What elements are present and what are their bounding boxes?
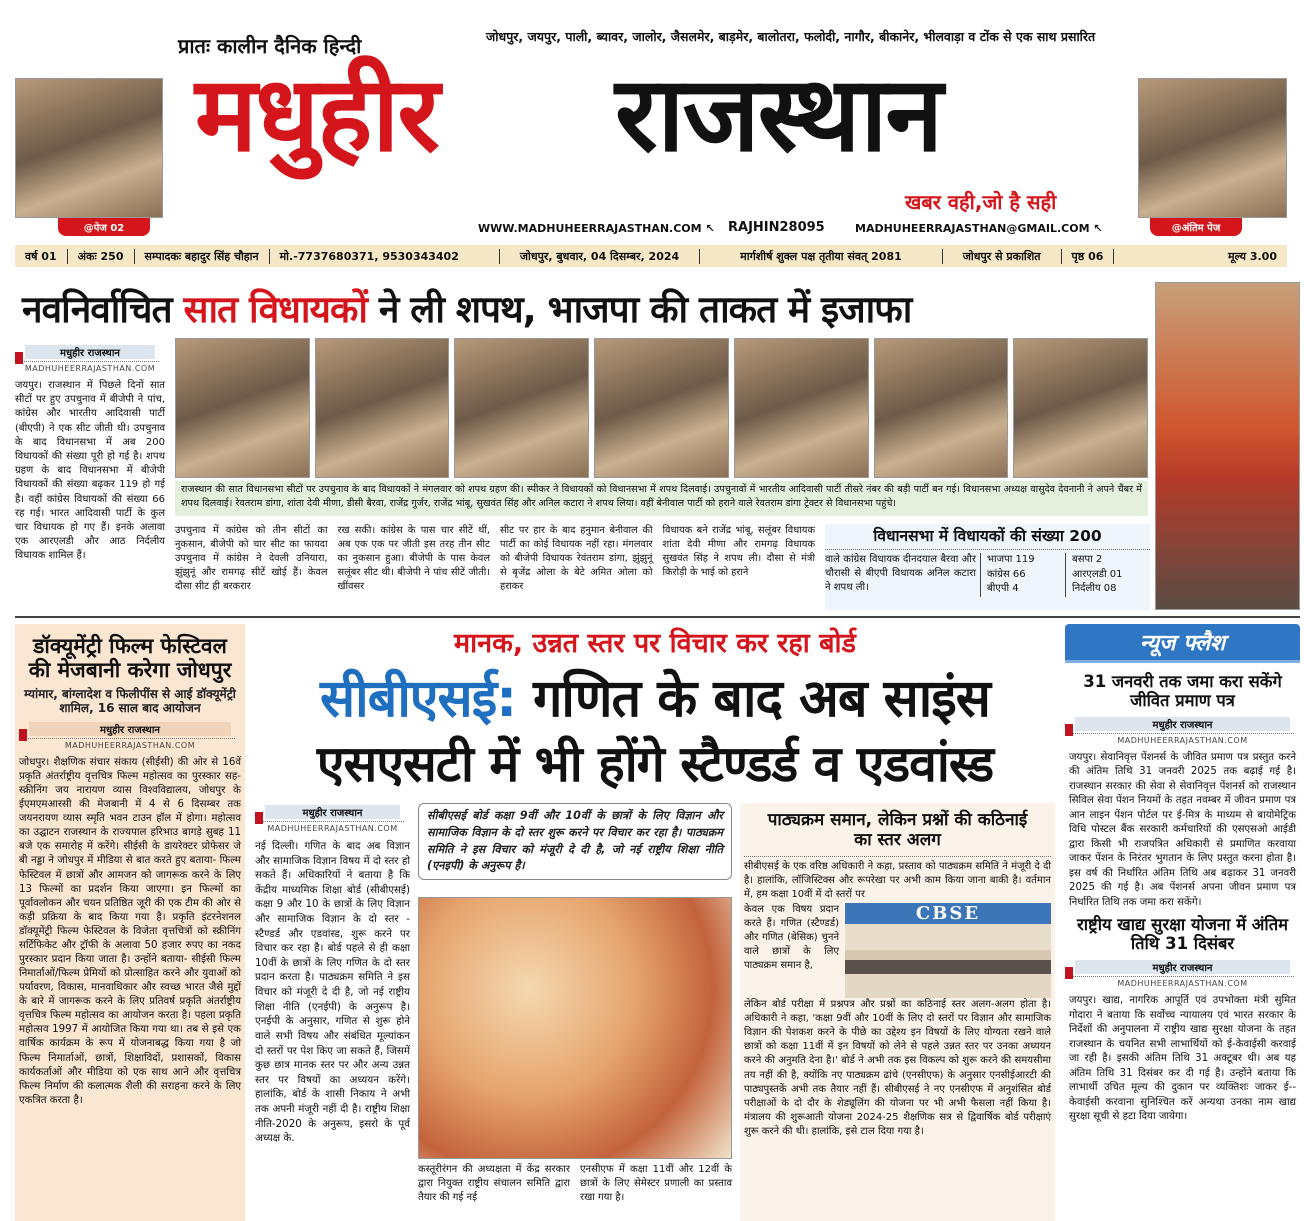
- cbse-body: सीबीएसई के एक वरिष्ठ अधिकारी ने कहा, प्रस्ताव को पाठ्यक्रम समिति ने मंजूरी दे दी है। हालांकि, लॉजिस्टिक्स और रूपरेखा पर अभी काम किया जाना बाकी है। वर्तमान में, हम कक्षा 10वीं में दो स्तरों पर: [744, 861, 1051, 901]
- oath-photo: [175, 338, 310, 478]
- students-illustration: [418, 897, 732, 1159]
- oath-photo: [315, 338, 450, 478]
- stat-bsp: बसपा 2: [1072, 554, 1103, 565]
- cbse-kicker: मानक, उन्नत स्तर पर विचार कर रहा बोर्ड: [454, 628, 856, 659]
- email-link[interactable]: MADHUHEERRAJASTHAN@GMAIL.COM ↖: [855, 222, 1103, 235]
- info-phone: मो.-7737680371, 9530343402: [270, 249, 500, 264]
- left-story-headline: डॉक्यूमेंट्री फिल्म फेस्टिवल की मेजबानी करेगा जोधपुर: [28, 634, 232, 683]
- cbse-headline-line2: एसएसटी में भी होंगे स्टैण्डर्ड व एडवांस्ड: [316, 735, 994, 793]
- oath-photo: [1013, 338, 1148, 478]
- news-flash-label: न्यूज फ्लैश: [1065, 624, 1300, 663]
- byline: मधुहीर राजस्थान: [1075, 960, 1290, 974]
- cbse-quote-box: सीबीएसई बोर्ड कक्षा 9वीं और 10वीं के छात्रों के लिए विज्ञान और सामाजिक विज्ञान के दो स्तर शुरू करने पर विचार कर रहा है। पाठ्यक्रम समिति ने इस विचार को मंजूरी दे दी है, जो नई राष्ट्रीय शिक्षा नीति (एनइपी) के अनुरूप है।: [418, 803, 732, 880]
- news-flash-column: [1065, 624, 1300, 1125]
- cbse-building-photo: [845, 903, 1051, 998]
- masthead-left-photo: [15, 78, 163, 218]
- byline: मधुहीर राजस्थान: [1075, 717, 1290, 731]
- flash-body-2: जयपुर। खाद्य, नागरिक आपूर्ति एवं उपभोक्ता मंत्री सुमित गोदारा ने बताया कि सर्वोच्च न्यायालय एवं भारत सरकार के निर्देशों की अनुपालना में राष्ट्रीय खाद्य सुरक्षा योजना के तहत राजस्थान के चयनित सभी लाभार्थियों को ई-केवाईसी करवाई जा रही है। इसकी अंतिम तिथि 31 अक्टूबर थी। अब यह अंतिम तिथि 31 दिसंबर कर दी गई है। उन्होंने बताया कि लाभार्थी उचित मूल्य की दुकान पर व्यक्तिशः जाकर ई--केवाईसी करवाना सुनिश्चित करें अन्यथा उनका नाम खाद्य सुरक्षा सूची से हटा दिया जायेगा।: [1069, 995, 1296, 1123]
- lead-column: उपचुनाव में कांग्रेस को तीन सीटों का नुकसान, बीजेपी को चार सीट का फायदा उपचुनाव में कांग्रेस ने देवली उनियारा, झुंझुनूं और रामगढ़ सीटें खोई हैं। केवल दौसा सीट ही बरकरार: [175, 525, 328, 592]
- stat-rld: आरएलडी 01: [1072, 568, 1123, 580]
- lead-headline: [22, 282, 911, 333]
- masthead-tagline: प्रातः कालीन दैनिक हिन्दी: [178, 34, 362, 58]
- lead-intro-column: [15, 345, 165, 563]
- left-story-subhead: म्यांमार, बांग्लादेश व फिलीपींस से आई डॉक्यूमेंट्री शामिल, 16 साल बाद आयोजन: [24, 687, 236, 716]
- email-text: MADHUHEERRAJASTHAN@GMAIL.COM: [855, 222, 1090, 235]
- flash-headline-1: 31 जनवरी तक जमा करा सकेंगे जीवित प्रमाण पत्र: [1083, 672, 1282, 710]
- stats-col: [1065, 553, 1150, 597]
- editions-line: जोधपुर, जयपुर, पाली, ब्यावर, जालोर, जैसलमेर, बाड़मेर, बालोतरा, फलोदी, नागौर, बीकानेर, भीलवाड़ा व टोंक से एक साथ प्रसारित: [486, 29, 1096, 44]
- headline-part: नवनिर्वाचित: [22, 288, 184, 331]
- info-bar: [15, 245, 1287, 267]
- oath-photo: [454, 338, 589, 478]
- photo-caption: राजस्थान की सात विधानसभा सीटों पर उपचुनाव के बाद विधायकों ने मंगलवार को शपथ ग्रहण की। स्पीकर ने विधायकों को विधानसभा में शपथ दिलवाई। उपचुनावों में भारतीय आदिवासी पार्टी तीसरे नंबर की बड़ी पार्टी बन गई। विधानसभा अध्यक्ष वासुदेव देवनानी ने अपने चैंबर में शपथ दिलवाई। रेवतराम डांगा, शांता देवी मीणा, डीसी बैरवा, राजेंद्र गुर्जर, राजेंद्र भांबू, सुखवंत सिंह और अनिल कटारा ने शपथ लिया। वहीं बेनीवाल पार्टी को हराने वाले रेवतराम डांगा ट्रेक्टर से विधानसभा पहुंचे।: [175, 481, 1148, 516]
- lead-column: विधायक बने राजेंद्र भांबू, सलूंबर विधायक शांता देवी मीणा और रामगढ़ विधायक सुखवंत सिंह ने शपथ ली। दौसा से मंत्री किरोड़ी के भाई को हराने: [662, 525, 815, 578]
- lead-columns: [175, 524, 815, 594]
- cbse-body: नई दिल्ली। गणित के बाद अब विज्ञान और सामाजिक विज्ञान विषय में दो स्तर हो सकते हैं। अधिकारियों ने बताया है कि केंद्रीय माध्यमिक शिक्षा बोर्ड (सीबीएसई) कक्षा 9 और 10 के छात्रों के लिए विज्ञान और सामाजिक विज्ञान के दो स्तर - स्टैण्डर्ड और एडवांस्ड, शुरू करने पर विचार कर रहा है। बोर्ड पहले से ही कक्षा 10वीं के छात्रों के लिए गणित के दो स्तर प्रदान करता है। पाठ्यक्रम समिति ने इस विचार को मंजूरी दे दी है, जो नई राष्ट्रीय शिक्षा नीति (एनईपी) के अनुरूप है। एनईपी के अनुसार, गणित से शुरू होने वाले सभी विषय और संबंधित मूल्यांकन दो स्तरों पर पेश किए जा सकते हैं, जिसमें कुछ छात्र मानक स्तर पर और अन्य उन्नत स्तर पर विषयों का अध्ययन करेंगे। हालांकि, बोर्ड के शासी निकाय ने अभी तक अपनी मंजूरी नहीं दी है। राष्ट्रीय शिक्षा नीति-2020 के अनुरूप, इसरो के पूर्व अध्यक्ष के.: [255, 840, 410, 1145]
- masthead-title-black: राजस्थान: [615, 53, 942, 175]
- flash-body-1: जयपुर। सेवानिवृत्त पेंशनर्स के जीवित प्रमाण पत्र प्रस्तुत करने की अंतिम तिथि 31 जनवरी 2025 तक बढ़ाई गई है। राजस्थान सरकार की सेवा से सेवानिवृत्त पेंशनर्स को राजस्थान सिविल सेवा पेंशन नियमों के तहत नवम्बर में जीवन प्रमाण पत्र आन लाइन पेंशन पोर्टल पर ई-मित्र के माध्यम से बायोमेट्रिक विधि पोस्टल बैंक सरकारी कर्मचारियों की एसएसओ आईडी द्वारा किसी भी राजपत्रित अधिकारी से प्रमाणित करवाया जाकर पेंशन के निरंतर भुगतान के लिए प्रस्तुत करना होता है। इस वर्ष की निर्धारित अंतिम तिथि अब बढ़ाकर 31 जनवरी 2025 की गई है। अब पेंशनर्स अपना जीवन प्रमाण पत्र निर्धारित तिथि तक जमा करा सकेंगे।: [1069, 751, 1296, 908]
- info-editor: सम्पादकः बहादुर सिंह चौहान: [135, 249, 270, 264]
- byline: मधुहीर राजस्थान: [29, 722, 231, 736]
- byline: मधुहीर राजस्थान: [265, 805, 400, 819]
- site-name: MADHUHEERRAJASTHAN.COM: [21, 361, 159, 373]
- lead-right-photo: [1155, 282, 1300, 610]
- site-name: MADHUHEERRAJASTHAN.COM: [1071, 976, 1294, 988]
- cbse-body: केवल एक विषय प्रदान करते हैं। गणित (स्टैण्डर्ड) और गणित (बेसिक) चुनने वाले छात्रों के लिए पाठ्यक्रम समान है,: [744, 903, 839, 972]
- oath-photo-row: [175, 338, 1148, 478]
- syllabus-box-title: पाठ्यक्रम समान, लेकिन प्रश्नों की कठिनाई का स्तर अलग: [744, 805, 1051, 857]
- cbse-body: कस्तूरीरंगन की अध्यक्षता में केंद्र सरकार द्वारा नियुक्त राष्ट्रीय संचालन समिति द्वारा तैयार की गई नई: [418, 1164, 570, 1204]
- stats-title: विधानसभा में विधायकों की संख्या 200: [825, 524, 1150, 550]
- masthead-title-red: मधुहीर: [195, 53, 438, 175]
- syllabus-box: [740, 803, 1055, 1221]
- lead-column: रख सकी। कांग्रेस के पास चार सीटें थीं, अब एक एक पर जीती इस तरह तीन सीट का नुकसान हुआ। बीजेपी के पास केवल सलूंबर सीट थी। बीजेपी ने पांच सीटें जीती। खींवसर: [337, 525, 490, 592]
- stat-congress: कांग्रेस 66: [987, 568, 1026, 580]
- reg-number: RAJHIN28095: [728, 220, 825, 235]
- stats-col: [980, 553, 1065, 597]
- cbse-headline: [255, 668, 1055, 730]
- stat-bap: बीएपी 4: [987, 583, 1019, 594]
- byline: मधुहीर राजस्थान: [25, 345, 155, 359]
- page-02-tag[interactable]: @पेज 02: [58, 218, 150, 236]
- masthead-right-photo: [1138, 78, 1287, 218]
- info-issue: अंकः 250: [68, 249, 135, 264]
- site-name: MADHUHEERRAJASTHAN.COM: [25, 738, 235, 750]
- cbse-column-1: [255, 805, 410, 1146]
- info-price: मूल्य 3.00: [1228, 249, 1277, 263]
- oath-photo: [734, 338, 869, 478]
- cbse-column-2: [418, 1163, 732, 1206]
- stat-independent: निर्दलीय 08: [1072, 583, 1117, 594]
- site-name: MADHUHEERRAJASTHAN.COM: [1071, 733, 1294, 745]
- info-page: पृष्ठ 06: [1062, 249, 1115, 264]
- headline-part: गणित के बाद अब साइंस: [516, 669, 990, 729]
- lead-column: सीट पर हार के बाद हनुमान बेनीवाल की पार्टी का कोई विधायक नहीं रहा। मंगलवार को बीजेपी विधायक रेवंतराम डांगा, झुंझुनूं से बृजेंद्र ओला के बेटे अमित ओला को हराकर: [500, 525, 653, 592]
- stats-box: [825, 524, 1150, 610]
- oath-photo: [594, 338, 729, 478]
- cbse-sign: CBSE: [915, 902, 981, 924]
- slogan: खबर वही,जो है सही: [905, 190, 1057, 214]
- website-text: WWW.MADHUHEERRAJASTHAN.COM: [478, 222, 702, 235]
- info-year: वर्ष 01: [15, 249, 68, 264]
- cbse-body: एनसीएफ में कक्षा 11वीं और 12वीं के छात्रों के लिए सेमेस्टर प्रणाली का प्रस्ताव रखा गया है।: [580, 1164, 732, 1204]
- site-name: MADHUHEERRAJASTHAN.COM: [261, 821, 404, 833]
- headline-part: ने ली शपथ, भाजपा की ताकत में इजाफा: [366, 288, 912, 331]
- last-page-tag[interactable]: @अंतिम पेज: [1150, 218, 1242, 236]
- info-date: जोधपुर, बुधवार, 04 दिसम्बर, 2024: [500, 249, 700, 264]
- left-story: [15, 624, 245, 1221]
- cbse-body: लेकिन बोर्ड परीक्षा में प्रश्नपत्र और प्रश्नों का कठिनाई स्तर अलग-अलग होता है। अधिकारी ने कहा, 'कक्षा 9वीं और 10वीं के लिए दो स्तरों पर विज्ञान और सामाजिक विज्ञान की पेशकश करने के पीछे का उद्देश्य इन विषयों के लिए योग्यता रखने वाले छात्रों को कक्षा 11वीं में इन विषयों को लेने से पहले उन्नत स्तर पर उनका अध्ययन करने की अनुमति देना है।' बोर्ड ने अभी तक इस विकल्प को शुरू करने की समयसीमा तय नहीं की है, क्योंकि नए पाठ्यक्रम ढांचे (एनसीएफ) के अनुसार एनसीईआरटी की पाठ्यपुस्तकें अभी तक तैयार नहीं हैं। सीबीएसई ने नए एनसीएफ में अनुशंसित बोर्ड परीक्षाओं के दो दौर के शेड्यूलिंग की योजना पर भी अभी फैसला नहीं किया है। मंत्रालय की शुरूआती योजना 2024-25 शैक्षणिक सत्र से द्विवार्षिक बोर्ड परीक्षाएं शुरू करने की थी। हालांकि, इसे टाल दिया गया है।: [744, 998, 1051, 1138]
- section-divider: [15, 616, 1300, 618]
- info-samvat: मार्गशीर्ष शुक्ल पक्ष तृतीया संवत् 2081: [700, 249, 943, 264]
- website-link[interactable]: WWW.MADHUHEERRAJASTHAN.COM ↖: [478, 222, 715, 235]
- stat-bjp: भाजपा 119: [987, 554, 1035, 565]
- headline-highlight: सीबीएसई:: [320, 669, 517, 729]
- flash-headline-2: राष्ट्रीय खाद्य सुरक्षा योजना में अंतिम तिथि 31 दिसंबर: [1077, 915, 1288, 954]
- stats-text: वाले कांग्रेस विधायक दीनदयाल बैरवा और चौरासी से बीएपी विधायक अनिल कटारा ने शपथ ली।: [825, 554, 976, 594]
- headline-highlight: सात विधायकों: [183, 288, 367, 331]
- oath-photo: [874, 338, 1009, 478]
- left-story-body: जोधपुर। शैक्षणिक संचार संकाय (सीईसी) की ओर से 16वें प्रकृति अंतर्राष्ट्रीय वृत्तचित्र फिल्म महोत्सव का पुरस्कार सह-स्क्रीनिंग जय नारायण व्यास विश्वविद्यालय, जोधपुर के ईएमएमआरसी की मेजबानी में 4 से 6 दिसम्बर तक जयनरायण व्यास स्मृति भवन टाउन हॉल में होगा। महोत्सव का उद्घाटन राजस्थान के राज्यपाल हरिभाउ बागड़े सुबह 11 बजे एक समारोह में करेंगे। सीईसी के डायरेक्टर प्रोफेसर जे बी नड्डा ने जोधपुर में मीडिया से बात करते हुए बताया- फिल्म फेस्टिवल में छात्रों और आमजन को जागरूक करने के लिए 13 फिल्मों का प्रदर्शन किया जाएगा। इन फिल्मों का पूर्वावलोकन और चयन प्रतिष्ठित जूरी की एक टीम की ओर से कड़ी प्रक्रिया के बाद किया गया है। प्रकृति इंटरनेशनल डॉक्यूमेंट्री फिल्म फेस्टिवल के विजेता वृत्तचित्रों को स्क्रीनिंग सर्टिफिकेट और ट्रॉफी के अलावा 50 हजार रुपए का नकद पुरस्कार प्रदान किया जाता है। उन्होंने बताया- सीईसी फिल्म निमार्ताओं/फिल्म प्रेमियों को प्रोत्साहित करने और युवाओं को पर्यावरण, विकास, मानवाधिकार और स्वच्छ भारत जैसे मुद्दों के बारे में जागरूक करने के लिए प्रतिवर्ष प्रकृति अंतर्राष्ट्रीय वृत्तचित्र फिल्म महोत्सव का आयोजन करता है। पहला प्रकृति महोत्सव 1997 में आयोजित किया गया था। तब से इसे एक वार्षिक कार्यक्रम के रूप में योजनाबद्ध किया गया है जो फिल्म निमार्ताओं, छात्रों, शिक्षाविदों, प्रशासकों, विकास कार्यकर्ताओं और मीडिया को एक साथ आने और वृत्तचित्र फिल्म निर्माण की कलात्मक शैली की सराहना करने के लिए एकत्रित करता है।: [19, 756, 241, 1106]
- info-published: जोधपुर से प्रकाशित: [943, 249, 1062, 264]
- lead-intro: जयपुर। राजस्थान में पिछले दिनों सात सीटों पर हुए उपचुनाव में बीजेपी ने पांच, कांग्रेस और भारतीय आदिवासी पार्टी (बीएपी) ने एक सीट जीती थी। उपचुनाव के बाद विधानसभा में अब 200 विधायकों की संख्या पूरी हो गई है। शपथ ग्रहण के बाद विधानसभा में बीजेपी विधायकों की संख्या बढ़कर 119 हो गई है। वहीं कांग्रेस विधायकों की संख्या 66 रह गई। भारत आदिवासी पार्टी के कुल चार विधायक हो गए हैं। इनके अलावा एक आरएलडी और आठ निर्दलीय विधायक शामिल हैं।: [15, 380, 165, 562]
